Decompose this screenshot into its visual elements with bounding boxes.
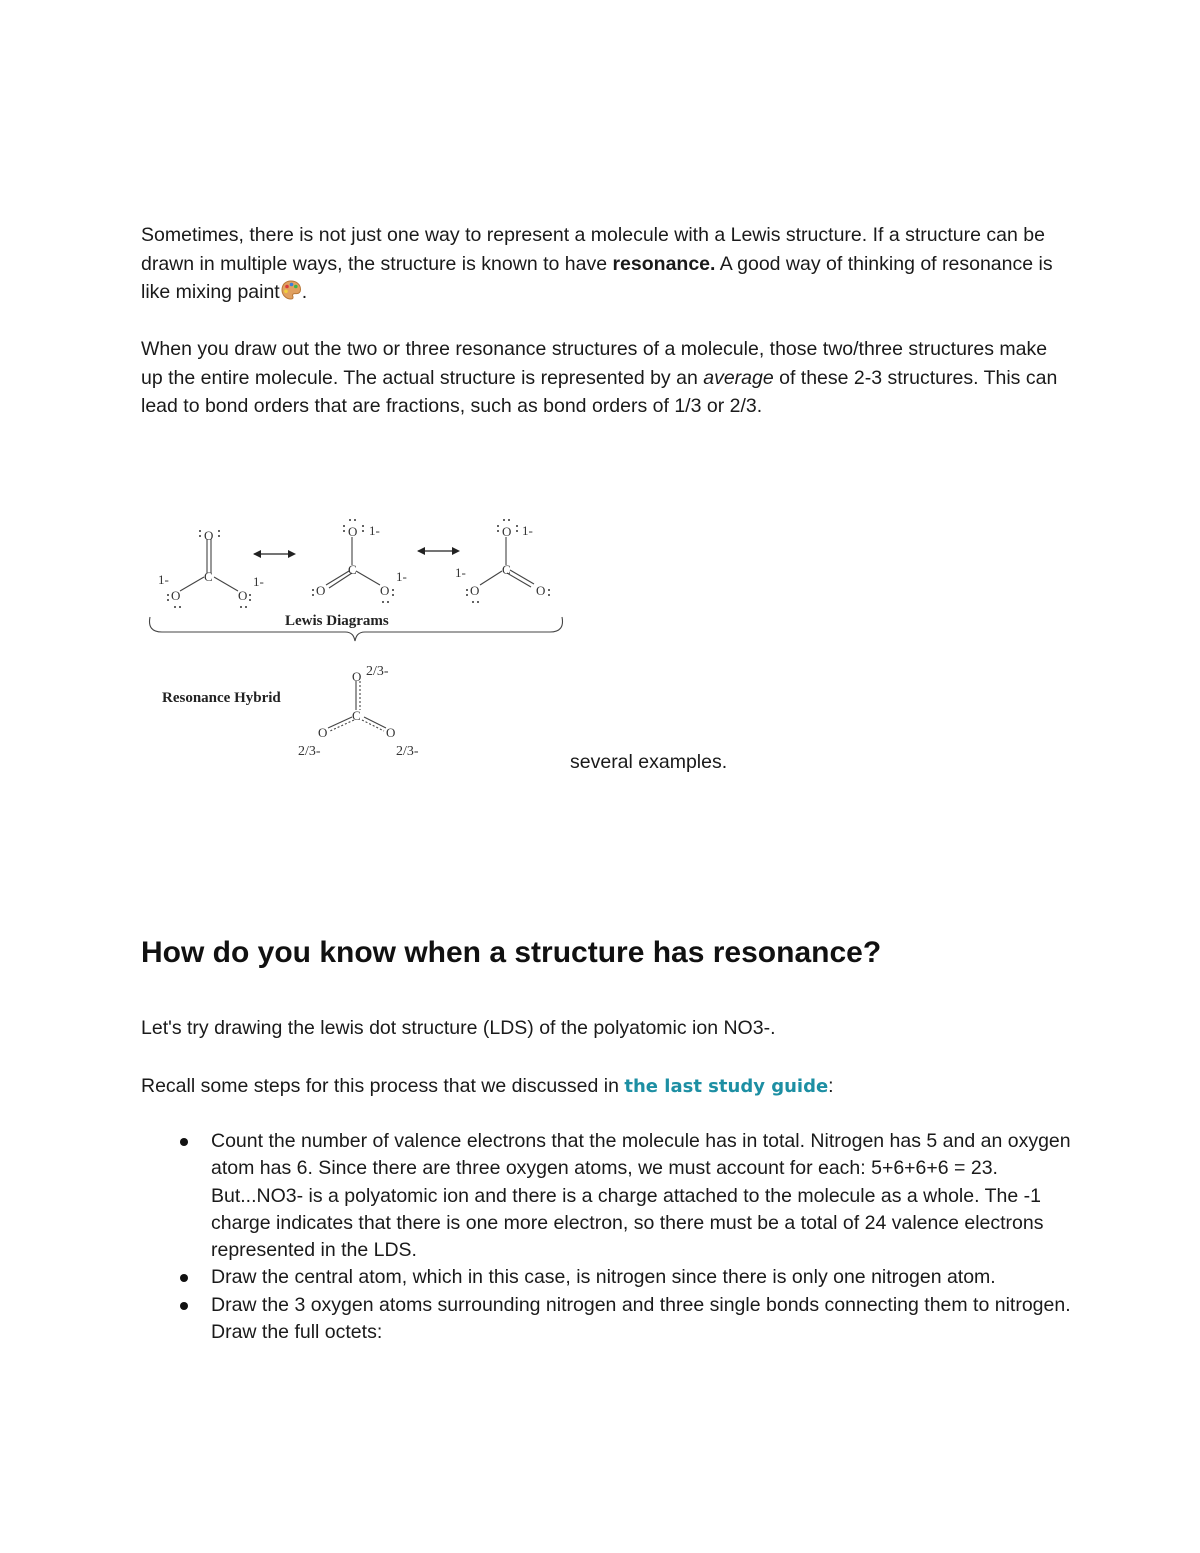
partial-charge-label: 2/3- (366, 664, 389, 679)
lewis-structure-3 (455, 519, 550, 603)
lewis-structure-1 (158, 528, 264, 608)
resonance-figure (140, 515, 570, 765)
list-item-text: Draw the central atom, which in this case, is nitrogen since there is only one nitrogen atom. (211, 1266, 996, 1289)
charge-label: 1- (396, 569, 407, 584)
list-item (141, 1264, 1081, 1291)
bullet-icon (180, 1274, 188, 1282)
intro-paragraph-1 (141, 221, 1061, 310)
list-item (141, 1128, 1081, 1264)
intro-text: Sometimes, there is not just one way to represent a molecule with a Lewis structure. If a structure can be drawn in multiple ways, the structure is known to have (141, 224, 1045, 275)
atom-o: O (171, 588, 181, 603)
section-heading: How do you know when a structure has resonance? (141, 936, 882, 969)
atom-c: C (348, 562, 357, 577)
charge-label: 1- (158, 572, 169, 587)
figure-caption-tail: several examples. (570, 751, 728, 773)
charge-label: 1- (253, 574, 264, 589)
recall-colon: : (828, 1075, 834, 1097)
artist-palette-icon (280, 279, 302, 310)
recall-paragraph (141, 1072, 1061, 1102)
atom-c: C (204, 569, 213, 584)
resonance-hybrid-label: Resonance Hybrid (162, 690, 281, 706)
resonance-hybrid-structure (298, 664, 419, 759)
charge-label: 1- (369, 523, 380, 538)
lds-intro-paragraph: Let's try drawing the lewis dot structure (LDS) of the polyatomic ion NO3-. (141, 1017, 776, 1039)
atom-o: O (238, 588, 248, 603)
atom-c: C (502, 562, 511, 577)
bullet-icon (180, 1302, 188, 1310)
atom-o: O (204, 528, 214, 543)
atom-o: O (470, 583, 480, 598)
atom-o: O (316, 583, 326, 598)
partial-charge-label: 2/3- (396, 744, 419, 759)
list-item-text: Count the number of valence electrons that the molecule has in total. Nitrogen has 5 and an oxygen atom has 6. Since there are three oxygen atoms, we must account for each: 5+6+6+6 = 23. But...NO3- is a polyatomic ion and there is a charge attached to the molecule as a whole. The -1 charge indicates that there is one more electron, so there must be a total of 24 valence electrons represented in the LDS. (211, 1130, 1071, 1262)
list-item (141, 1292, 1081, 1347)
nitrate-resonance-diagram (140, 515, 570, 760)
atom-o: O (536, 583, 546, 598)
resonance-arrow (417, 547, 460, 555)
intro-text-2: A good way of thinking of resonance is like mixing paint (141, 252, 1053, 303)
atom-c: C (352, 708, 361, 723)
charge-label: 1- (522, 523, 533, 538)
bullet-icon (180, 1138, 188, 1146)
last-study-guide-link[interactable]: the last study guide (624, 1076, 829, 1097)
intro2-text: When you draw out the two or three resonance structures of a molecule, those two/three structures make up the entire molecule. The actual structure is represented by an (141, 338, 1048, 389)
charge-label: 1- (455, 565, 466, 580)
lewis-diagrams-label: Lewis Diagrams (285, 613, 389, 629)
average-term: average (703, 366, 774, 389)
resonance-term: resonance. (612, 252, 716, 275)
atom-o: O (386, 725, 396, 740)
steps-list (141, 1128, 1081, 1346)
atom-o: O (380, 583, 390, 598)
intro-period: . (301, 281, 308, 303)
lewis-structure-2 (312, 519, 407, 603)
resonance-arrow (253, 550, 296, 558)
atom-o: O (318, 725, 328, 740)
recall-text: Recall some steps for this process that we discussed in (141, 1075, 625, 1097)
partial-charge-label: 2/3- (298, 744, 321, 759)
atom-o: O (348, 524, 358, 539)
list-item-text: Draw the 3 oxygen atoms surrounding nitrogen and three single bonds connecting them to nitrogen. Draw the full octets: (211, 1293, 1071, 1344)
atom-o: O (502, 524, 512, 539)
intro-paragraph-2 (141, 335, 1061, 421)
intro2-text-2: of these 2-3 structures. This can lead to bond orders that are fractions, such as bond orders of 1/3 or 2/3. (141, 366, 1058, 417)
atom-o: O (352, 669, 362, 684)
